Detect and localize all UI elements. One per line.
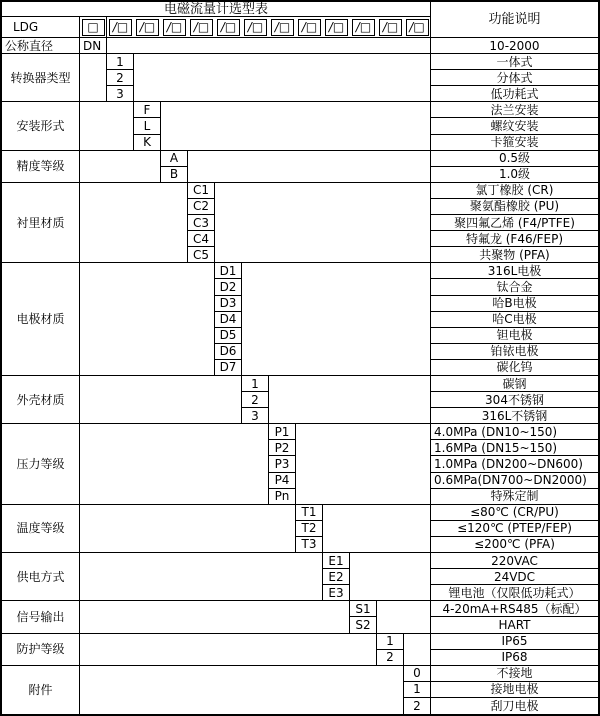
model-slot-box: /□ [190,19,213,36]
model-slot-cell [107,17,134,38]
option-code: P3 [269,456,296,472]
option-code: T2 [296,521,323,537]
model-slot-cell [377,17,404,38]
option-code: 1 [107,54,134,70]
model-slot-cell [242,17,269,38]
model-slot-cell [296,17,323,38]
option-desc: 碳钢 [431,376,598,392]
spacer-cell [80,151,161,183]
option-code: 0 [404,666,431,682]
option-code: Pn [269,489,296,505]
spacer-cell [80,601,350,633]
option-desc: 220VAC [431,553,598,569]
model-slot-box: /□ [136,19,159,36]
option-desc: 316L电极 [431,263,598,279]
option-code: P4 [269,473,296,489]
option-code: DN [80,38,107,54]
option-desc: IP65 [431,634,598,650]
option-desc: 4-20mA+RS485（标配） [431,601,598,617]
option-desc: 钽电极 [431,328,598,344]
option-desc: 0.5级 [431,151,598,167]
model-slot-box: /□ [271,19,294,36]
option-desc: 4.0MPa (DN10~150) [431,424,598,440]
option-code: L [134,118,161,134]
option-desc: 0.6MPa(DN700~DN2000) [431,473,598,489]
option-desc: 低功耗式 [431,86,598,102]
model-slot-box: /□ [379,19,402,36]
option-desc: 共聚物 (PFA) [431,247,598,263]
option-desc: 24VDC [431,569,598,585]
option-desc: 1.0MPa (DN200~DN600) [431,456,598,472]
category-label: 供电方式 [2,553,80,601]
option-desc: 刮刀电极 [490,698,539,713]
option-code: 2 [242,392,269,408]
spacer-cell [377,601,431,633]
spacer-cell [242,263,431,376]
option-desc: HART [431,617,598,633]
model-slot-cell [269,17,296,38]
option-code: D7 [215,360,242,376]
option-desc: 316L不锈钢 [431,408,598,424]
spacer-cell [80,666,404,714]
option-desc: 304不锈钢 [431,392,598,408]
option-code: S2 [350,617,377,633]
spacer-cell [296,424,431,504]
spacer-cell [134,54,431,102]
option-desc: 碳化钨 [431,360,598,376]
model-slot-box: /□ [217,19,240,36]
option-desc: IP68 [431,650,598,666]
option-code: T1 [296,505,323,521]
table-title: 电磁流量计选型表 [2,2,431,17]
option-code: 1 [242,376,269,392]
model-slot-cell [134,17,161,38]
option-code: P2 [269,440,296,456]
spacer-cell [80,102,134,150]
option-code: D3 [215,296,242,312]
option-desc: 铂铱电极 [431,344,598,360]
option-code: D6 [215,344,242,360]
category-label: 电极材质 [2,263,80,376]
category-label: 附件 [2,666,80,714]
option-desc: 10-2000 [431,38,598,54]
model-slot-cell [215,17,242,38]
option-code: 1 [377,634,404,650]
category-label: 衬里材质 [2,183,80,263]
option-desc: 法兰安装 [431,102,598,118]
option-code: B [161,167,188,183]
spacer-cell [80,553,323,601]
category-label: 信号输出 [2,601,80,633]
option-desc: ≤200℃ (PFA) [431,537,598,553]
category-label: 公称直径 [2,38,80,54]
spacer-cell [107,38,431,54]
option-code: 3 [107,86,134,102]
option-desc: 钛合金 [431,279,598,295]
model-slot-box: /□ [298,19,321,36]
function-description-header: 功能说明 [431,2,598,38]
spacer-cell [80,376,242,424]
option-code: T3 [296,537,323,553]
model-slot-cell [350,17,377,38]
option-desc: 不接地 [431,666,598,682]
model-slot-box: /□ [352,19,375,36]
option-desc: 1.0级 [431,167,598,183]
option-desc: 一体式 [431,54,598,70]
option-desc: 氯丁橡胶 (CR) [431,183,598,199]
option-desc: ≤80℃ (CR/PU) [431,505,598,521]
category-label: 安装形式 [2,102,80,150]
option-code: D2 [215,279,242,295]
option-code: D5 [215,328,242,344]
option-desc: 螺纹安装 [431,118,598,134]
option-code: D4 [215,312,242,328]
dn-model-box: □ [82,19,105,36]
option-desc: 1.6MPa (DN15~150) [431,440,598,456]
option-code: E1 [323,553,350,569]
spacer-cell [269,376,431,424]
option-code: S1 [350,601,377,617]
option-desc: 卡箍安装 [431,135,598,151]
option-desc: 哈B电极 [431,296,598,312]
spacer-cell [80,54,107,102]
model-slot-cell [188,17,215,38]
option-code: F [134,102,161,118]
option-desc: ≤120℃ (PTEP/FEP) [431,521,598,537]
option-desc: 锂电池（仅限低功耗式） [431,585,598,601]
model-code-label: LDG [2,17,80,38]
model-slot-box: /□ [109,19,132,36]
option-code: 2 [404,698,431,714]
spacer-cell [161,102,431,150]
option-code: E3 [323,585,350,601]
option-code: C2 [188,199,215,215]
model-slot-cell [323,17,350,38]
model-slot-box: /□ [325,19,348,36]
spacer-cell [80,505,296,553]
option-code: 1 [404,682,431,698]
option-code: E2 [323,569,350,585]
spacer-cell [404,634,431,666]
option-desc: 接地电极 [431,682,598,698]
category-label: 压力等级 [2,424,80,504]
option-code: 2 [377,650,404,666]
category-label: 外壳材质 [2,376,80,424]
option-code: P1 [269,424,296,440]
option-code: A [161,151,188,167]
spacer-cell [80,183,188,263]
dn-slot-cell [80,17,107,38]
model-slot-box: /□ [406,19,429,36]
option-code: C5 [188,247,215,263]
model-slot-box: /□ [244,19,267,36]
option-desc: 特殊定制 [431,489,598,505]
model-slot-box: /□ [163,19,186,36]
option-code: K [134,135,161,151]
option-desc: 哈C电极 [431,312,598,328]
option-code: C4 [188,231,215,247]
option-desc: 分体式 [431,70,598,86]
option-code: 2 [107,70,134,86]
spacer-cell [350,553,431,601]
category-label: 转换器类型 [2,54,80,102]
option-desc: 特氟龙 (F46/FEP) [431,231,598,247]
category-label: 防护等级 [2,634,80,666]
option-desc: 聚四氟乙烯 (F4/PTFE) [431,215,598,231]
option-code: 3 [242,408,269,424]
option-desc: 聚氨酯橡胶 (PU) [431,199,598,215]
spacer-cell [323,505,431,553]
option-code: C1 [188,183,215,199]
option-code: D1 [215,263,242,279]
spacer-cell [80,424,269,504]
category-label: 精度等级 [2,151,80,183]
spacer-cell [80,634,377,666]
spacer-cell [215,183,431,263]
model-slot-cell [161,17,188,38]
option-code: C3 [188,215,215,231]
category-label: 温度等级 [2,505,80,553]
spacer-cell [188,151,431,183]
spacer-cell [80,263,215,376]
model-slot-cell [404,17,431,38]
